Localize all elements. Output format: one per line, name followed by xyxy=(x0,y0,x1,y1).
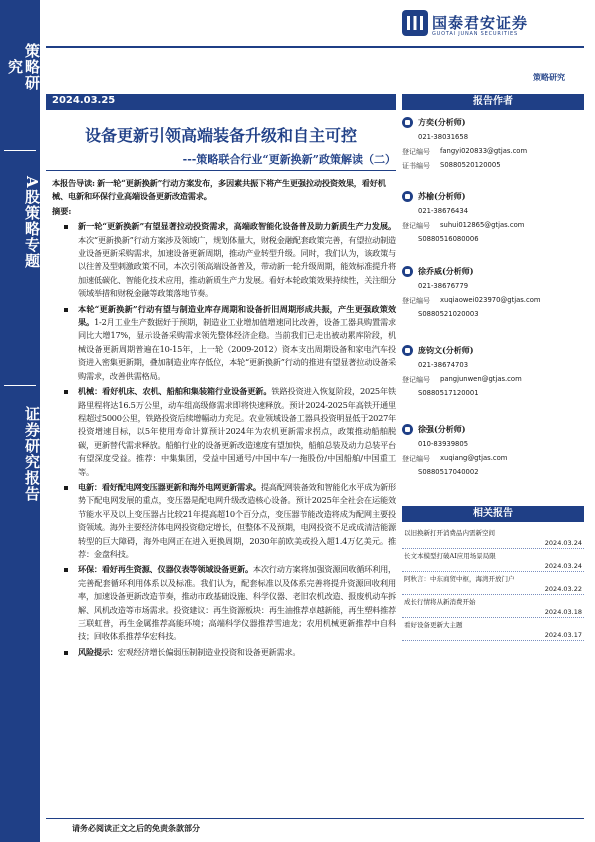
bullet-text: 铁路投资进入恢复阶段，2025年铁路里程将达16.5万公里，动车组高级修需求即将快速释放。预计2024-2025年高铁开通里程超过5000公里，铁路投资后续增幅动力充足。农业领域设备工器具投资明显低于2027年投资增速目标，以5年使用寿命计算预计2024年为农机更新需求拐点，政策推动船舶脱碳，更新替代需求释放。船舶行业的设备更新改造速度有望加快，船舶总装及动力总装平台有望深度受益。推荐：中集集团，受益中国通号/中国中车/一拖股份/中国船舶/中国重工等。 xyxy=(78,386,396,477)
header-rule xyxy=(46,46,584,48)
side-label-bottom: 证券研究报告 xyxy=(23,406,41,502)
side-divider xyxy=(4,150,36,151)
related-report-date: 2024.03.24 xyxy=(544,562,582,570)
side-label-top: 策略研究 xyxy=(6,43,41,91)
related-report-title[interactable]: 看好设备更新大主题 xyxy=(404,621,463,629)
analysts-header: 报告作者 xyxy=(402,94,584,110)
title-rule xyxy=(46,170,396,171)
bullet-dot-icon xyxy=(64,486,68,490)
related-report-item[interactable] xyxy=(402,549,584,572)
analyst-cert: S0880520120005 xyxy=(440,161,501,169)
date-banner xyxy=(46,94,396,110)
analyst-email-label: 登记编号 xyxy=(402,148,430,156)
summary-bullet xyxy=(52,385,396,479)
bullet-heading: 本轮“更新换新”行动有望与制造业库存周期和设备折旧周期形成共振，产生更强政策效果。 xyxy=(78,303,396,328)
bullet-heading: 机械：看好机床、农机、船舶和集装箱行业设备更新。 xyxy=(78,386,272,397)
analyst-cert-label: 证书编号 xyxy=(402,162,430,170)
analyst-card xyxy=(402,191,584,253)
analyst-name: 苏榆(分析师) xyxy=(418,191,466,201)
bullet-heading: 电新：看好配电网变压器更新和海外电网更新需求。 xyxy=(78,481,261,492)
analyst-card xyxy=(402,345,584,407)
analyst-phone: 021-38674703 xyxy=(418,361,469,369)
related-reports-list xyxy=(402,526,584,641)
related-report-date: 2024.03.24 xyxy=(544,539,582,547)
side-divider xyxy=(4,385,36,386)
report-date: 2024.03.25 xyxy=(52,95,116,106)
company-logo xyxy=(402,10,582,42)
analyst-email-label: 登记编号 xyxy=(402,222,430,230)
lead-label: 本报告导读: xyxy=(52,178,95,188)
summary-bullet xyxy=(52,563,396,643)
bullet-text: 宏观经济增长偏弱压制制造业投资和设备更新需求。 xyxy=(117,646,301,657)
report-subtitle: ---策略联合行业“更新换新”政策解读（二） xyxy=(182,153,396,166)
bullet-dot-icon xyxy=(64,651,68,655)
related-report-title[interactable]: 以旧换新打开消费品内需新空间 xyxy=(404,529,495,537)
analyst-cert: S0880517120001 xyxy=(418,389,479,397)
analyst-icon xyxy=(402,117,413,128)
analyst-email[interactable]: xuqiang@gtjas.com xyxy=(440,454,508,462)
bullet-dot-icon xyxy=(64,568,68,572)
bullet-dot-icon xyxy=(64,308,68,312)
bullet-heading: 环保：看好再生资源、仪器仪表等领域设备更新。 xyxy=(78,564,253,575)
analyst-card xyxy=(402,266,584,328)
related-report-date: 2024.03.18 xyxy=(544,608,582,616)
section-tag: 策略研究 xyxy=(533,72,565,82)
analyst-name: 徐乔威(分析师) xyxy=(418,266,474,276)
related-report-item[interactable] xyxy=(402,526,584,549)
side-label-mid: A股策略专题 xyxy=(23,175,41,269)
bullet-dot-icon xyxy=(64,225,68,229)
summary-bullet xyxy=(52,481,396,561)
analyst-card xyxy=(402,117,584,179)
analyst-icon xyxy=(402,345,413,356)
analyst-cert: S0880517040002 xyxy=(418,468,479,476)
summary-label: 摘要: xyxy=(52,205,72,216)
analyst-icon xyxy=(402,266,413,277)
footer-rule xyxy=(46,818,584,819)
analyst-email[interactable]: xuqiaowei023970@gtjas.com xyxy=(440,296,541,304)
bullet-heading: 新一轮“更新换新”有望显著拉动投资需求，高端政智能化设备普及助力新质生产力发展。 xyxy=(78,221,396,232)
analyst-email[interactable]: fangyi020833@gtjas.com xyxy=(440,147,528,155)
summary-bullet xyxy=(52,303,396,383)
logo-name-cn: 国泰君安证券 xyxy=(432,14,529,32)
report-body xyxy=(52,177,396,659)
analyst-name: 徐强(分析师) xyxy=(418,424,466,434)
related-report-item[interactable] xyxy=(402,618,584,641)
analyst-name: 庞钧文(分析师) xyxy=(418,345,474,355)
analyst-email-label: 登记编号 xyxy=(402,376,430,384)
analyst-email[interactable]: suhui012865@gtjas.com xyxy=(440,221,525,229)
analyst-email-label: 登记编号 xyxy=(402,297,430,305)
analyst-phone: 021-38676434 xyxy=(418,207,469,215)
related-report-item[interactable] xyxy=(402,595,584,618)
summary-bullet xyxy=(52,646,396,659)
related-report-item[interactable] xyxy=(402,572,584,595)
analyst-phone: 021-38031658 xyxy=(418,133,469,141)
footer-disclaimer: 请务必阅读正文之后的免责条款部分 xyxy=(72,823,200,833)
summary-bullet xyxy=(52,220,396,300)
bullet-heading: 风险提示： xyxy=(78,646,118,657)
bullet-dot-icon xyxy=(64,390,68,394)
analyst-icon xyxy=(402,191,413,202)
analyst-name: 方奕(分析师) xyxy=(418,117,466,127)
logo-name-en: GUOTAI JUNAN SECURITIES xyxy=(432,31,518,37)
analyst-card xyxy=(402,424,584,486)
analyst-email[interactable]: pangjunwen@gtjas.com xyxy=(440,375,522,383)
lead-paragraph xyxy=(52,177,396,204)
related-report-title[interactable]: 长文本模型打破AI应用场景局限 xyxy=(404,552,496,560)
related-report-date: 2024.03.22 xyxy=(544,585,582,593)
analyst-phone: 021-38676779 xyxy=(418,282,469,290)
logo-mark-icon xyxy=(402,10,428,36)
analyst-icon xyxy=(402,424,413,435)
related-report-title[interactable]: 阿秋言：中东商贸中枢，海湾开放门户 xyxy=(404,575,515,583)
analyst-cert: S0880521020003 xyxy=(418,310,479,318)
lead-text: 新一轮“更新换新”行动方案发布，多因素共振下将产生更强拉动投资效果，看好机械、电新和环保行业高端设备更新改造需求。 xyxy=(52,178,386,202)
related-report-title[interactable]: 成长行情将从新消费开始 xyxy=(404,598,476,606)
bullet-text: 1-2月工业生产数据好于预期，制造业工业增加值增速同比改善，设备工器具购置需求同比大增17%，显示设备采购需求领先整体经济企稳。当前我们已走出被动累库阶段，机械设备更新周期普遍在10-15年，上一轮（2009-2012）资本支出周期设备和家电汽车投资进入密集更新期，叠加制造业库存低位，本轮“更新换新”行动的推进有望显著拉动设备采购需求，改善供需格局。 xyxy=(78,317,396,381)
related-header: 相关报告 xyxy=(402,506,584,522)
related-report-date: 2024.03.17 xyxy=(544,631,582,639)
bullet-text: 本次行动方案将加强资源回收循环利用，完善配套循环利用体系以及标准。我们认为，配套标准以及体系完善将提升资源回收利用率，加速设备更新改造节奏，推动市政基础设施、科学仪器、老旧农机改造、报废机动车拆解、风机改造等市场需求。投资建议：再生资源板块：再生油推荐卓越新能，再生塑料推荐三联虹普，再生金属推荐高能环境；高端科学仪器推荐雪迪龙；农用机械更新推荐中自科技；回收体系推荐华宏科技。 xyxy=(78,564,396,642)
bullet-text: 提高配网装备效和智能化水平成为新形势下配电网发展的重点，变压器是配电网升级改造核心设备。预计2025年全社会在运能效节能水平及以上变压器占比较21年提高超10个百分点，变压器节能改造将成为配网主要投资领域。海外主要经济体电网投资稳定增长，但整体不及预期，电网投资不足或成清洁能源转型的巨大障碍，海外电网正在进入更换周期，2030年前欧美或投入超1.4万亿美元。推荐：金盘科技。 xyxy=(78,481,396,559)
report-title: 设备更新引领高端装备升级和自主可控 xyxy=(84,126,357,145)
analyst-phone: 010-83939805 xyxy=(418,440,469,448)
analyst-cert: S0880516080006 xyxy=(418,235,479,243)
bullet-text: 本次“更新换新”行动方案涉及领域广，规划体量大，财税金融配套政策完善，有望拉动制造业设备更新采购需求，加速设备更新周期，推动产业转型升级。同时，我们认为，该政策与以往普及型刺激政策不同，本次引领高端设备普及，带动新一轮升级周期，能效标准提升将加速低碳化、智能化技术应用，推动新质生产力发展。看好本轮政策效果持续性，关注细分领域举措和财税金融等政策落地节奏。 xyxy=(78,234,396,299)
analyst-email-label: 登记编号 xyxy=(402,455,430,463)
